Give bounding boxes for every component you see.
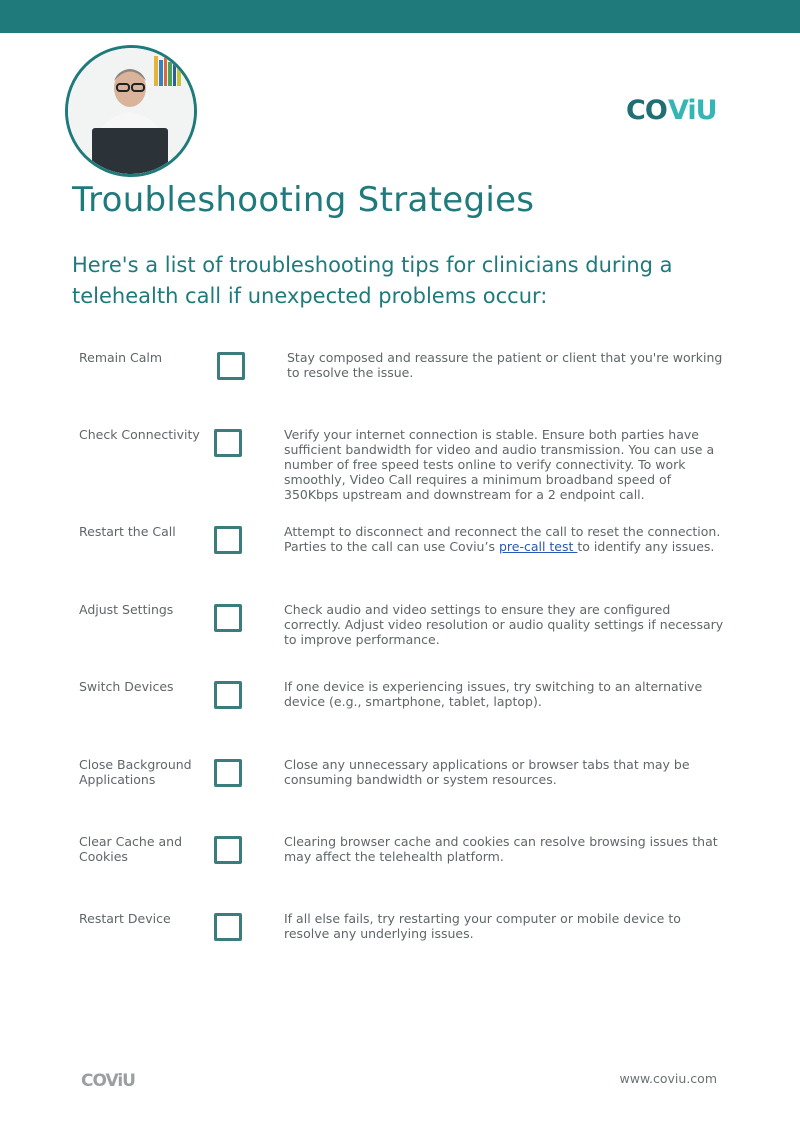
tip-checkbox[interactable] [214, 759, 242, 787]
coviu-logo [626, 94, 718, 128]
tip-checkbox[interactable] [214, 681, 242, 709]
tip-name: Adjust Settings [79, 602, 174, 617]
svg-text:COViU: COViU [81, 1071, 135, 1090]
tip-name: Restart Device [79, 911, 171, 926]
tip-description: Stay composed and reassure the patient or client that you're working to resolve the issue. [287, 350, 723, 380]
tip-checkbox[interactable] [214, 836, 242, 864]
tip-description: If all else fails, try restarting your computer or mobile device to resolve any underlying issues. [284, 911, 681, 941]
clinician-photo [65, 45, 197, 177]
tip-name: Close Background Applications [79, 757, 192, 787]
tip-description-text: Attempt to disconnect and reconnect the call to reset the connection. Parties to the call can use Coviu’s [284, 524, 721, 554]
tip-description: Check audio and video settings to ensure they are configured correctly. Adjust video resolution or audio quality settings if necessary to improve performance. [284, 602, 724, 647]
tip-name: Clear Cache and Cookies [79, 834, 183, 864]
tip-checkbox[interactable] [217, 352, 245, 380]
tip-description: Clearing browser cache and cookies can resolve browsing issues that may affect the telehealth platform. [284, 834, 718, 864]
page-subtitle: Here's a list of troubleshooting tips for clinicians during a telehealth call if unexpected problems occur: [72, 253, 673, 308]
tip-name: Switch Devices [79, 679, 174, 694]
tip-description: If one device is experiencing issues, try switching to an alternative device (e.g., smartphone, tablet, laptop). [284, 679, 703, 709]
tip-checkbox[interactable] [214, 526, 242, 554]
tip-name: Remain Calm [79, 350, 163, 365]
header-bar [0, 0, 800, 33]
tip-description: Close any unnecessary applications or browser tabs that may be consuming bandwidth or system resources. [284, 757, 690, 787]
svg-text:CO: CO [626, 95, 667, 124]
svg-text:ViU: ViU [668, 95, 717, 124]
page-title: Troubleshooting Strategies [72, 180, 535, 220]
tip-checkbox[interactable] [214, 429, 242, 457]
footer-logo [81, 1070, 141, 1094]
tip-description-text-end: to identify any issues. [577, 539, 715, 554]
tip-description [284, 524, 724, 554]
tip-name: Check Connectivity [79, 427, 200, 442]
tip-checkbox[interactable] [214, 604, 242, 632]
tip-name: Restart the Call [79, 524, 176, 539]
tip-description: Verify your internet connection is stable. Ensure both parties have sufficient bandwidth for video and audio transmission. You can use a number of free speed tests online to verify connectivity. To work smoothly, Video Call requires a minimum broadband speed of 350Kbps upstream and downstream for a 2 endpoint call. [284, 427, 715, 502]
pre-call-test-link[interactable]: pre-call test [498, 539, 578, 554]
tip-checkbox[interactable] [214, 913, 242, 941]
footer-url[interactable]: www.coviu.com [619, 1071, 717, 1086]
